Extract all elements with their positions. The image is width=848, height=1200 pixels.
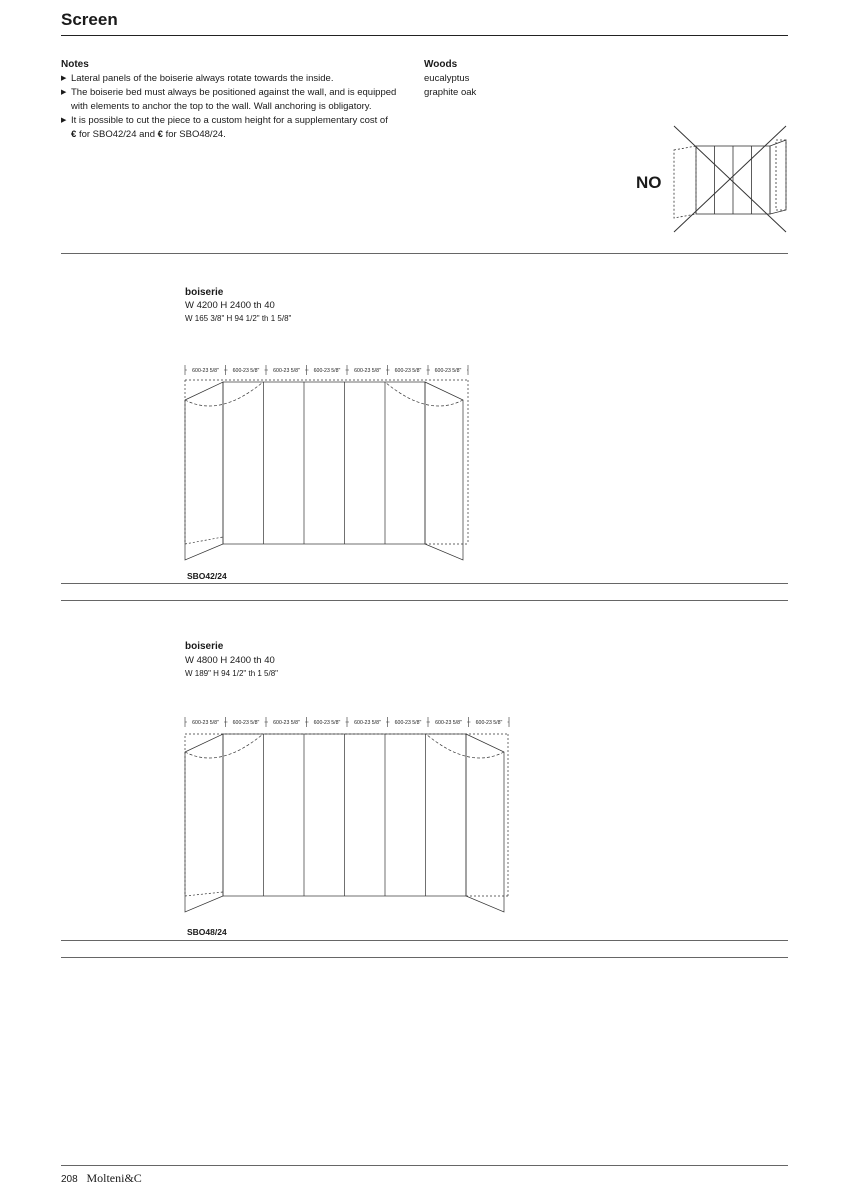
cost-line-part1: for SBO42/24 and [78,129,155,140]
product-dims-imperial: W 189" H 94 1/2" th 1 5/8" [185,669,279,678]
page-number: 208 [61,1174,78,1185]
wood-item: graphite oak [424,87,477,98]
woods-list [424,72,476,100]
wood-item: eucalyptus [424,73,470,84]
euro-symbol: € [71,129,77,140]
section-divider [61,253,788,254]
dimension-label: 600-23 5/8" [394,368,422,374]
note-item: ▶ The boiserie bed must always be positioned against the wall, and is equipped with elements to anchor the top to the wall. Wall anchoring is obligatory. [61,86,411,114]
cost-line-part2: for SBO48/24. [165,129,226,140]
footer [61,1171,142,1186]
product-dims-metric: W 4800 H 2400 th 40 [185,655,275,666]
dimension-label: 600-23 5/8" [232,368,260,374]
section-divider [61,600,788,601]
product-dims-imperial: W 165 3/8" H 94 1/2" th 1 5/8" [185,314,292,323]
dimension-label: 600-23 5/8" [394,720,422,726]
product-dims-metric: W 4200 H 2400 th 40 [185,300,275,311]
header-rule [61,35,788,36]
dimension-label: 600-23 5/8" [313,720,341,726]
notes-heading: Notes [61,59,89,70]
product-name: boiserie [185,641,224,652]
section-divider [61,957,788,958]
dimension-label: 600-23 5/8" [273,368,300,374]
dimension-label: 600-23 5/8" [192,368,219,374]
product-name: boiserie [185,287,224,298]
dimension-label: 600-23 5/8" [434,368,462,374]
page-title: Screen [61,10,118,29]
product-code: SBO48/24 [187,927,227,937]
no-label: NO [636,173,662,192]
dimension-label: 600-23 5/8" [273,720,300,726]
dimension-label: 600-23 5/8" [232,720,260,726]
dimension-label: 600-23 5/8" [354,720,381,726]
product-rule [61,940,788,941]
notes-list [61,72,411,142]
cost-line [61,128,411,142]
euro-symbol: € [157,129,163,140]
woods-heading: Woods [424,59,458,70]
brand-logo: Molteni&C [86,1171,142,1185]
dimension-label: 600-23 5/8" [192,720,219,726]
dimension-label: 600-23 5/8" [313,368,341,374]
footer-rule [61,1165,788,1166]
note-item: ▶ It is possible to cut the piece to a custom height for a supplementary cost of [61,114,411,128]
dimension-label: 600-23 5/8" [354,368,381,374]
note-item: ▶ Lateral panels of the boiserie always rotate towards the inside. [61,72,411,86]
dimension-label: 600-23 5/8" [475,720,503,726]
no-freestanding-diagram [668,122,792,234]
product-code: SBO42/24 [187,571,227,581]
product-rule [61,583,788,584]
dimension-label: 600-23 5/8" [435,720,462,726]
boiserie-diagram-sbo48 [180,712,520,918]
boiserie-diagram-sbo42 [180,360,480,566]
